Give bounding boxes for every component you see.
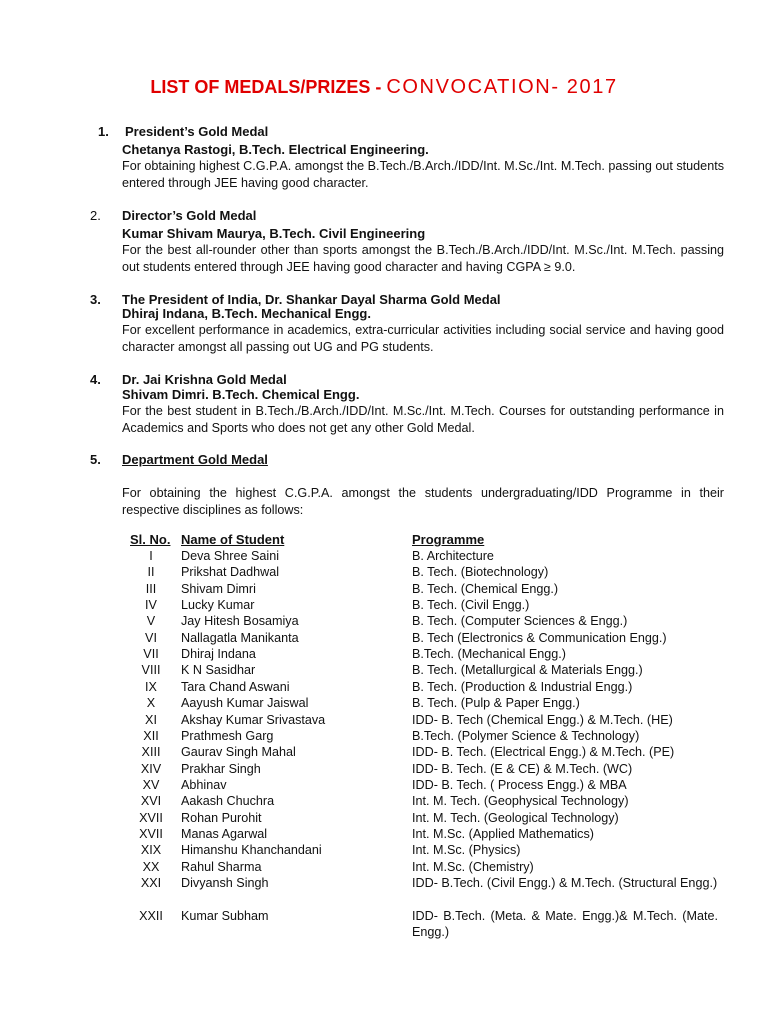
row-sl-no: XVII <box>139 826 163 841</box>
row-programme: IDD- B. Tech. ( Process Engg.) & MBA <box>412 777 627 792</box>
row-programme: Int. M.Sc. (Applied Mathematics) <box>412 826 594 841</box>
row-programme: Int. M. Tech. (Geophysical Technology) <box>412 794 629 809</box>
row-student-name: Akshay Kumar Srivastava <box>181 712 326 727</box>
row-student-name: Divyansh Singh <box>181 876 269 890</box>
row-student-name: K N Sasidhar <box>181 663 256 678</box>
medal-description: For excellent performance in academics, extra-curricular activities including social service and having good character amongst all passing out UG and PG students. <box>122 323 724 354</box>
row-programme: Int. M. Tech. (Geological Technology) <box>412 810 619 825</box>
row-programme: IDD- B.Tech. (Meta. & Mate. Engg.)& M.Tech. (Mate. Engg.) <box>412 908 718 939</box>
row-sl-no: X <box>146 696 156 711</box>
medal-description: For obtaining highest C.G.P.A. amongst the B.Tech./B.Arch./IDD/Int. M.Sc./Int. M.Tech. passing out students entered through JEE having good character. <box>122 159 724 190</box>
item-number: 4. <box>90 372 101 387</box>
row-programme: B. Tech. (Production & Industrial Engg.) <box>412 679 633 694</box>
table-header-programme: Programme <box>412 532 485 547</box>
table-header-sl: Sl. No. <box>130 532 171 547</box>
row-sl-no: II <box>147 565 155 580</box>
medal-description: For the best student in B.Tech./B.Arch./IDD/Int. M.Sc./Int. M.Tech. Courses for outstanding performance in Academics and Sports who does not get any other Gold Medal. <box>122 404 724 435</box>
medal-heading: The President of India, Dr. Shankar Dayal Sharma Gold Medal <box>122 292 501 307</box>
row-programme: Int. M.Sc. (Chemistry) <box>412 859 534 874</box>
medal-winner: Chetanya Rastogi, B.Tech. Electrical Engineering. <box>122 142 429 157</box>
row-sl-no: XIX <box>140 843 162 858</box>
row-sl-no: XXII <box>139 908 163 923</box>
row-programme: B.Tech. (Mechanical Engg.) <box>412 647 566 662</box>
item-number: 1. <box>98 124 109 139</box>
medal-description: For the best all-rounder other than sports amongst the B.Tech./B.Arch./IDD/Int. M.Sc./Int. M.Tech. passing out students entered through JEE having good character and having CGPA ≥ 9.0. <box>122 243 724 274</box>
row-sl-no: VII <box>143 647 159 662</box>
item-number: 3. <box>90 292 101 307</box>
row-student-name: Manas Agarwal <box>181 826 268 841</box>
row-student-name: Shivam Dimri <box>181 581 256 596</box>
row-student-name: Tara Chand Aswani <box>181 679 290 694</box>
row-programme: B.Tech. (Polymer Science & Technology) <box>412 728 640 743</box>
row-student-name: Lucky Kumar <box>181 598 255 613</box>
row-student-name: Prakhar Singh <box>181 761 261 776</box>
row-sl-no: VI <box>145 630 157 645</box>
row-sl-no: VIII <box>141 663 161 678</box>
row-programme: B. Tech. (Civil Engg.) <box>412 598 530 613</box>
title-prefix: LIST OF MEDALS/PRIZES - <box>150 77 387 97</box>
row-student-name: Rohan Purohit <box>181 810 262 825</box>
row-student-name: Dhiraj Indana <box>181 647 256 662</box>
row-sl-no: IV <box>145 598 157 613</box>
row-sl-no: XI <box>145 712 157 727</box>
row-sl-no: XVII <box>139 810 163 825</box>
row-programme: B. Tech (Electronics & Communication Engg.) <box>412 630 667 645</box>
row-student-name: Gaurav Singh Mahal <box>181 745 296 760</box>
row-student-name: Kumar Subham <box>181 908 269 923</box>
row-sl-no: I <box>149 549 153 563</box>
row-student-name: Aakash Chuchra <box>181 794 275 809</box>
row-sl-no: XIII <box>141 745 161 760</box>
medal-heading: Director’s Gold Medal <box>122 208 257 223</box>
row-sl-no: XII <box>143 728 159 743</box>
row-student-name: Abhinav <box>181 777 227 792</box>
row-programme: IDD- B. Tech. (Electrical Engg.) & M.Tech. (PE) <box>412 745 675 760</box>
row-programme: B. Architecture <box>412 549 494 563</box>
row-sl-no: XV <box>142 777 160 792</box>
row-sl-no: XXI <box>140 876 162 890</box>
item-number: 5. <box>90 452 101 467</box>
row-student-name: Nallagatla Manikanta <box>181 630 299 645</box>
row-programme: IDD- B.Tech. (Civil Engg.) & M.Tech. (Structural Engg.) <box>412 876 718 890</box>
row-student-name: Deva Shree Saini <box>181 549 280 563</box>
table-header-name: Name of Student <box>181 532 285 547</box>
row-programme: B. Tech. (Metallurgical & Materials Engg.) <box>412 663 643 678</box>
row-programme: IDD- B. Tech (Chemical Engg.) & M.Tech. (HE) <box>412 712 673 727</box>
medal-description: For obtaining the highest C.G.P.A. amongst the students undergraduating/IDD Programme in their respective disciplines as follows: <box>122 486 724 517</box>
title-convocation: CONVOCATION- 2017 <box>386 76 618 98</box>
row-sl-no: XX <box>142 859 160 874</box>
row-sl-no: XIV <box>140 761 162 776</box>
row-programme: Int. M.Sc. (Physics) <box>412 843 521 858</box>
row-sl-no: V <box>146 614 156 629</box>
row-student-name: Jay Hitesh Bosamiya <box>181 614 299 629</box>
medal-heading: President’s Gold Medal <box>125 124 269 139</box>
row-student-name: Prikshat Dadhwal <box>181 565 279 580</box>
row-programme: B. Tech. (Computer Sciences & Engg.) <box>412 614 628 629</box>
row-programme: B. Tech. (Biotechnology) <box>412 565 549 580</box>
row-sl-no: IX <box>145 679 157 694</box>
row-programme: B. Tech. (Pulp & Paper Engg.) <box>412 696 580 711</box>
medal-winner: Shivam Dimri. B.Tech. Chemical Engg. <box>122 387 360 402</box>
row-sl-no: XVI <box>140 794 162 809</box>
row-programme: IDD- B. Tech. (E & CE) & M.Tech. (WC) <box>412 761 633 776</box>
medal-winner: Kumar Shivam Maurya, B.Tech. Civil Engineering <box>122 226 426 241</box>
row-student-name: Rahul Sharma <box>181 859 262 874</box>
row-sl-no: III <box>145 581 157 596</box>
medal-winner: Dhiraj Indana, B.Tech. Mechanical Engg. <box>122 306 371 321</box>
row-student-name: Prathmesh Garg <box>181 728 274 743</box>
page-title <box>0 76 768 99</box>
item-number: 2. <box>90 208 101 223</box>
medal-heading: Dr. Jai Krishna Gold Medal <box>122 372 287 387</box>
medal-heading: Department Gold Medal <box>122 452 268 467</box>
row-student-name: Himanshu Khanchandani <box>181 843 322 858</box>
row-student-name: Aayush Kumar Jaiswal <box>181 696 309 711</box>
row-programme: B. Tech. (Chemical Engg.) <box>412 581 559 596</box>
